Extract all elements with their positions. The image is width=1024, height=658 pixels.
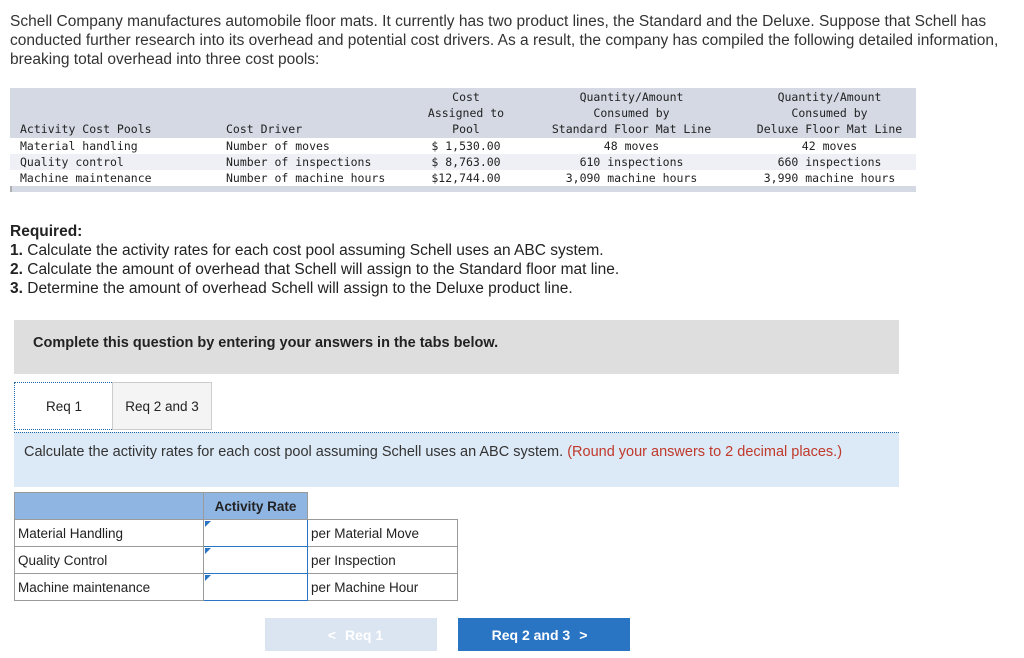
answer-row-unit: per Machine Hour: [308, 574, 458, 601]
answer-header-row: [15, 493, 458, 520]
answer-row: [15, 574, 458, 601]
prev-req-label: Req 1: [345, 626, 384, 643]
answer-header-blank: [15, 493, 204, 520]
row-cost: $ 1,530.00: [431, 139, 501, 153]
answer-row-unit: per Material Move: [308, 520, 458, 547]
cost-table-row: [10, 138, 916, 154]
answer-input-cell: [204, 520, 308, 547]
answer-row: [15, 547, 458, 574]
instruction-text: [24, 444, 854, 460]
answer-row-label: Quality Control: [15, 547, 204, 574]
cell-marker-icon: [205, 575, 211, 581]
header-deluxe: [743, 88, 916, 138]
tab-req-2-and-3[interactable]: Req 2 and 3: [112, 382, 212, 430]
answer-header-activity-rate: Activity Rate: [204, 493, 308, 520]
chevron-right-icon: >: [579, 626, 588, 643]
row-deluxe: 660 inspections: [777, 155, 882, 169]
table-bottom-bar: [10, 186, 916, 192]
cost-table-row: [10, 154, 916, 170]
required-item-number: 2.: [10, 261, 23, 278]
instruction-main: Calculate the activity rates for each cost pool assuming Schell uses an ABC system.: [24, 444, 568, 460]
required-section: [10, 222, 619, 298]
answer-input-cell: [204, 547, 308, 574]
header-standard-line1: Quantity/Amount: [579, 90, 684, 104]
header-assigned: [412, 88, 520, 138]
required-item-number: 1.: [10, 242, 23, 259]
quality-control-rate-input[interactable]: [204, 548, 307, 573]
header-driver: Cost Driver: [226, 122, 303, 136]
answer-header-unit-blank: [308, 493, 458, 520]
required-item-text: Calculate the activity rates for each cost pool assuming Schell uses an ABC system.: [22, 242, 604, 259]
chevron-left-icon: <: [327, 626, 337, 643]
cost-table-header-row: [10, 88, 916, 138]
row-cost: $ 8,763.00: [431, 155, 501, 169]
required-item-number: 3.: [10, 280, 23, 297]
required-item-text: Determine the amount of overhead Schell will assign to the Deluxe product line.: [22, 280, 573, 297]
row-standard: 610 inspections: [579, 155, 684, 169]
required-item: [10, 260, 619, 279]
answer-input-cell: [204, 574, 308, 601]
prev-req-button[interactable]: [265, 618, 437, 651]
row-pool: Material handling: [20, 139, 138, 153]
required-title: Required:: [10, 223, 83, 240]
row-cost: $12,744.00: [431, 171, 501, 185]
row-standard: 3,090 machine hours: [565, 171, 698, 185]
row-deluxe: 42 moves: [801, 139, 858, 153]
problem-intro: Schell Company manufactures automobile floor mats. It currently has two product lines, the Standard and the Deluxe. Suppose that Schell has conducted further research into its overhead and potential cost drivers. As a result, the company has compiled the following detailed information, breaking total overhead into three cost pools:: [10, 13, 999, 68]
next-req-label: Req 2 and 3: [491, 626, 571, 643]
complete-question-banner: [14, 320, 899, 374]
header-standard-line2: Consumed by: [593, 106, 670, 120]
required-item: [10, 241, 619, 260]
row-pool: Machine maintenance: [20, 171, 152, 185]
answer-row-label: Material Handling: [15, 520, 204, 547]
answer-row-unit: per Inspection: [308, 547, 458, 574]
header-standard-line3: Standard Floor Mat Line: [551, 122, 712, 136]
row-driver: Number of moves: [226, 139, 330, 153]
cost-pool-table: [10, 88, 916, 192]
next-req-button[interactable]: [458, 618, 630, 651]
answer-row: [15, 520, 458, 547]
answer-row-label: Machine maintenance: [15, 574, 204, 601]
header-pool: Activity Cost Pools: [20, 122, 152, 136]
required-item-text: Calculate the amount of overhead that Schell will assign to the Standard floor mat line.: [22, 261, 620, 278]
header-assigned-line1: Cost: [452, 90, 480, 104]
row-driver: Number of inspections: [226, 155, 372, 169]
required-item: [10, 279, 619, 298]
cell-marker-icon: [205, 548, 211, 554]
row-driver: Number of machine hours: [226, 171, 386, 185]
activity-rate-table: [14, 492, 458, 601]
machine-maintenance-rate-input[interactable]: [204, 575, 307, 600]
header-assigned-line2: Assigned to: [427, 106, 505, 120]
header-standard: [520, 88, 743, 138]
header-deluxe-line1: Quantity/Amount: [777, 90, 882, 104]
cost-table-row: [10, 170, 916, 186]
row-deluxe: 3,990 machine hours: [763, 171, 896, 185]
header-deluxe-line2: Consumed by: [791, 106, 868, 120]
header-deluxe-line3: Deluxe Floor Mat Line: [756, 122, 903, 136]
cell-marker-icon: [205, 521, 211, 527]
material-handling-rate-input[interactable]: [204, 521, 307, 546]
complete-question-text: Complete this question by entering your answers in the tabs below.: [33, 335, 499, 351]
rounding-note: (Round your answers to 2 decimal places.): [567, 444, 843, 460]
instruction-panel: [14, 432, 899, 487]
row-standard: 48 moves: [603, 139, 660, 153]
row-pool: Quality control: [20, 155, 124, 169]
header-assigned-line3: Pool: [452, 122, 480, 136]
tab-req-1[interactable]: Req 1: [14, 382, 114, 430]
